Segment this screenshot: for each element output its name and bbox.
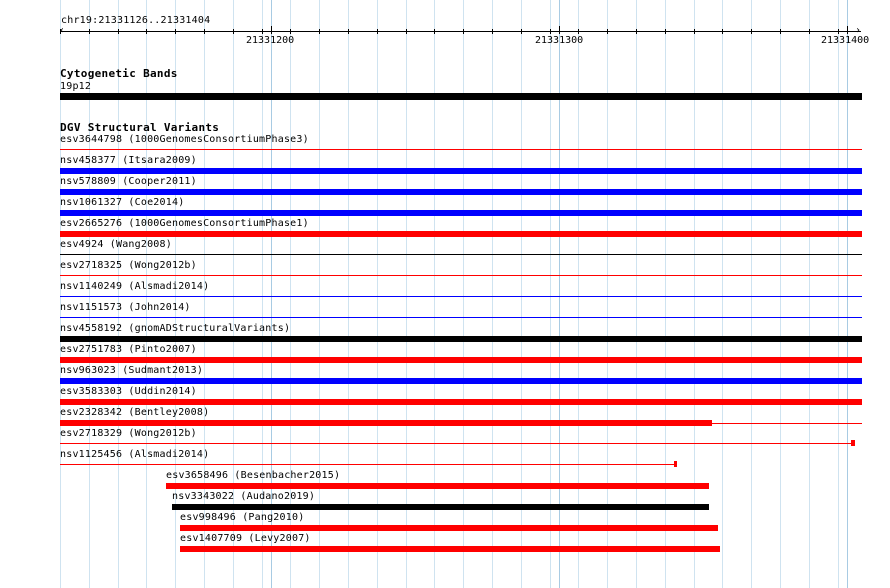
ruler-tick-major <box>847 26 848 34</box>
feature-label: nsv4558192 (gnomADStructuralVariants) <box>60 323 291 334</box>
ruler-axis <box>61 31 861 32</box>
grid-line <box>319 0 320 588</box>
grid-line <box>434 0 435 588</box>
scroll-right-icon[interactable]: › <box>855 25 862 36</box>
grid-line <box>665 0 666 588</box>
feature-bar[interactable] <box>60 210 862 216</box>
ruler-tick <box>694 29 695 34</box>
ruler-tick <box>722 29 723 34</box>
ruler-tick <box>204 29 205 34</box>
ruler-tick <box>175 29 176 34</box>
grid-line <box>492 0 493 588</box>
ruler-tick <box>290 29 291 34</box>
grid-line <box>377 0 378 588</box>
feature-label: esv2328342 (Bentley2008) <box>60 407 210 418</box>
ruler-tick <box>809 29 810 34</box>
feature-label: nsv1140249 (Alsmadi2014) <box>60 281 210 292</box>
feature-label: nsv1061327 (Coe2014) <box>60 197 185 208</box>
feature-bar-thin[interactable] <box>60 443 852 444</box>
ruler-tick <box>233 29 234 34</box>
grid-line <box>118 0 119 588</box>
feature-bar[interactable] <box>172 504 709 510</box>
ruler-tick <box>550 29 551 34</box>
grid-line <box>463 0 464 588</box>
grid-line <box>694 0 695 588</box>
grid-line-major <box>847 0 848 588</box>
ruler-tick <box>348 29 349 34</box>
feature-bar[interactable] <box>60 149 862 150</box>
ruler-tick <box>262 29 263 34</box>
feature-bar[interactable] <box>60 357 862 363</box>
feature-bar[interactable] <box>60 231 862 237</box>
feature-label: nsv458377 (Itsara2009) <box>60 155 197 166</box>
ruler-tick <box>377 29 378 34</box>
cytoband-bar[interactable] <box>60 93 862 100</box>
ruler-tick <box>607 29 608 34</box>
feature-bar[interactable] <box>60 378 862 384</box>
ruler-tick-major <box>271 26 272 34</box>
grid-line <box>809 0 810 588</box>
grid-line <box>636 0 637 588</box>
ruler-tick-major <box>559 26 560 34</box>
grid-line <box>550 0 551 588</box>
ruler-tick <box>780 29 781 34</box>
feature-bar[interactable] <box>60 189 862 195</box>
feature-label: esv3644798 (1000GenomesConsortiumPhase3) <box>60 134 309 145</box>
feature-bar[interactable] <box>60 336 862 342</box>
feature-label: esv3658496 (Besenbacher2015) <box>166 470 341 481</box>
feature-bar[interactable] <box>60 254 862 255</box>
grid-line <box>578 0 579 588</box>
grid-line <box>146 0 147 588</box>
track-title-cytogenetic-bands: Cytogenetic Bands <box>60 67 178 80</box>
feature-bar-thin[interactable] <box>60 464 676 465</box>
ruler-tick <box>492 29 493 34</box>
ruler-tick-label: 21331300 <box>535 35 584 46</box>
ruler-tick <box>319 29 320 34</box>
grid-line <box>521 0 522 588</box>
grid-line <box>348 0 349 588</box>
ruler-tick <box>60 29 61 34</box>
track-title-dgv: DGV Structural Variants <box>60 121 220 134</box>
cytoband-label: 19p12 <box>60 81 92 92</box>
feature-label: nsv1151573 (John2014) <box>60 302 191 313</box>
ruler-tick <box>118 29 119 34</box>
feature-bar-thin[interactable] <box>712 423 862 424</box>
feature-label: esv1407709 (Levy2007) <box>180 533 311 544</box>
ruler-tick <box>89 29 90 34</box>
ruler-tick <box>463 29 464 34</box>
feature-label: esv998496 (Pang2010) <box>180 512 305 523</box>
feature-bar-end[interactable] <box>674 461 677 467</box>
feature-bar[interactable] <box>180 546 720 552</box>
feature-bar[interactable] <box>60 275 862 276</box>
feature-bar-end[interactable] <box>851 440 855 446</box>
feature-label: esv4924 (Wang2008) <box>60 239 172 250</box>
ruler-tick <box>838 29 839 34</box>
grid-line <box>780 0 781 588</box>
ruler-tick <box>636 29 637 34</box>
feature-label: nsv578809 (Cooper2011) <box>60 176 197 187</box>
ruler-tick <box>434 29 435 34</box>
ruler-tick <box>521 29 522 34</box>
ruler-tick-label: 21331200 <box>246 35 295 46</box>
feature-bar[interactable] <box>60 168 862 174</box>
ruler-tick <box>406 29 407 34</box>
grid-line <box>406 0 407 588</box>
ruler-position-label: chr19:21331126..21331404 <box>61 15 211 26</box>
ruler-tick <box>578 29 579 34</box>
feature-bar[interactable] <box>60 420 712 426</box>
grid-line <box>838 0 839 588</box>
ruler-tick <box>751 29 752 34</box>
feature-label: esv2718325 (Wong2012b) <box>60 260 197 271</box>
ruler-tick <box>146 29 147 34</box>
ruler-tick <box>665 29 666 34</box>
feature-bar[interactable] <box>60 317 862 318</box>
feature-bar[interactable] <box>180 525 718 531</box>
feature-bar[interactable] <box>166 483 709 489</box>
feature-label: esv3583303 (Uddin2014) <box>60 386 197 397</box>
feature-label: nsv1125456 (Alsmadi2014) <box>60 449 210 460</box>
grid-line <box>722 0 723 588</box>
grid-line <box>607 0 608 588</box>
feature-label: esv2665276 (1000GenomesConsortiumPhase1) <box>60 218 309 229</box>
feature-label: nsv963023 (Sudmant2013) <box>60 365 204 376</box>
feature-label: esv2718329 (Wong2012b) <box>60 428 197 439</box>
feature-bar[interactable] <box>60 399 862 405</box>
ruler-tick-label: 21331400 <box>821 35 870 46</box>
feature-label: nsv3343022 (Audano2019) <box>172 491 316 502</box>
grid-line <box>751 0 752 588</box>
grid-line-major <box>559 0 560 588</box>
feature-label: esv2751783 (Pinto2007) <box>60 344 197 355</box>
feature-bar[interactable] <box>60 296 862 297</box>
